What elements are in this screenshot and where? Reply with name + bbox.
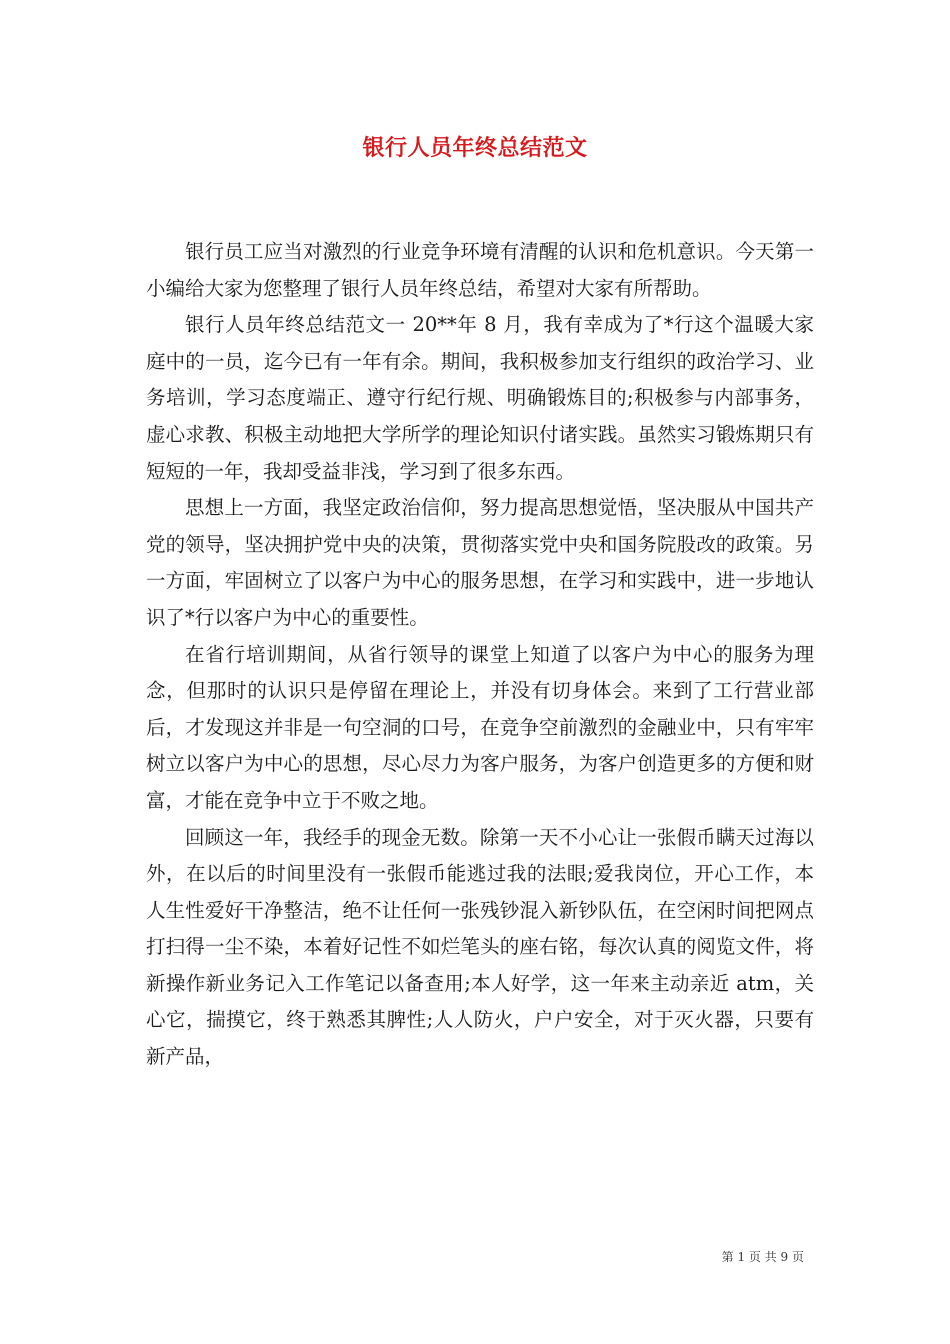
paragraph-training: 在省行培训期间，从省行领导的课堂上知道了以客户为中心的服务为理念，但那时的认识只是停留在理论上，并没有切身体会。来到了工行营业部后，才发现这并非是一句空洞的口号，在竞争空前激烈的金融业中，只有牢牢树立以客户为中心的思想，尽心尽力为客户服务，为客户创造更多的方便和财富，才能在竞争中立于不败之地。 [146, 642, 814, 812]
paragraph-ideology: 思想上一方面，我坚定政治信仰，努力提高思想觉悟，坚决服从中国共产党的领导，坚决拥护党中央的决策，贯彻落实党中央和国务院股改的政策。另一方面，牢固树立了以客户为中心的服务思想，在学习和实践中，进一步地认识了*行以客户为中心的重要性。 [146, 496, 814, 629]
paragraph-intro: 银行员工应当对激烈的行业竞争环境有清醒的认识和危机意识。今天第一小编给大家为您整理了银行人员年终总结，希望对大家有所帮助。 [146, 240, 814, 300]
document-body [146, 234, 814, 1076]
page-number: 第 1 页 共 9 页 [721, 1250, 804, 1264]
paragraph-sample-one: 银行人员年终总结范文一 20**年 8 月，我有幸成为了*行这个温暖大家庭中的一员，迄今已有一年有余。期间，我积极参加支行组织的政治学习、业务培训，学习态度端正、遵守行纪行规、明确锻炼目的;积极参与内部事务，虚心求教、积极主动地把大学所学的理论知识付诸实践。虽然实习锻炼期只有短短的一年，我却受益非浅，学习到了很多东西。 [146, 313, 814, 483]
document-title: 银行人员年终总结范文 [362, 135, 588, 161]
paragraph-review: 回顾这一年，我经手的现金无数。除第一天不小心让一张假币瞒天过海以外，在以后的时间里没有一张假币能逃过我的法眼;爱我岗位，开心工作，本人生性爱好干净整洁，绝不让任何一张残钞混入新钞队伍，在空闲时间把网点打扫得一尘不染，本着好记性不如烂笔头的座右铭，每次认真的阅览文件，将新操作新业务记入工作笔记以备查用;本人好学，这一年来主动亲近 atm，关心它，揣摸它，终于熟悉其脾性;人人防火，户户安全，对于灭火器，只要有新产品， [146, 825, 814, 1069]
